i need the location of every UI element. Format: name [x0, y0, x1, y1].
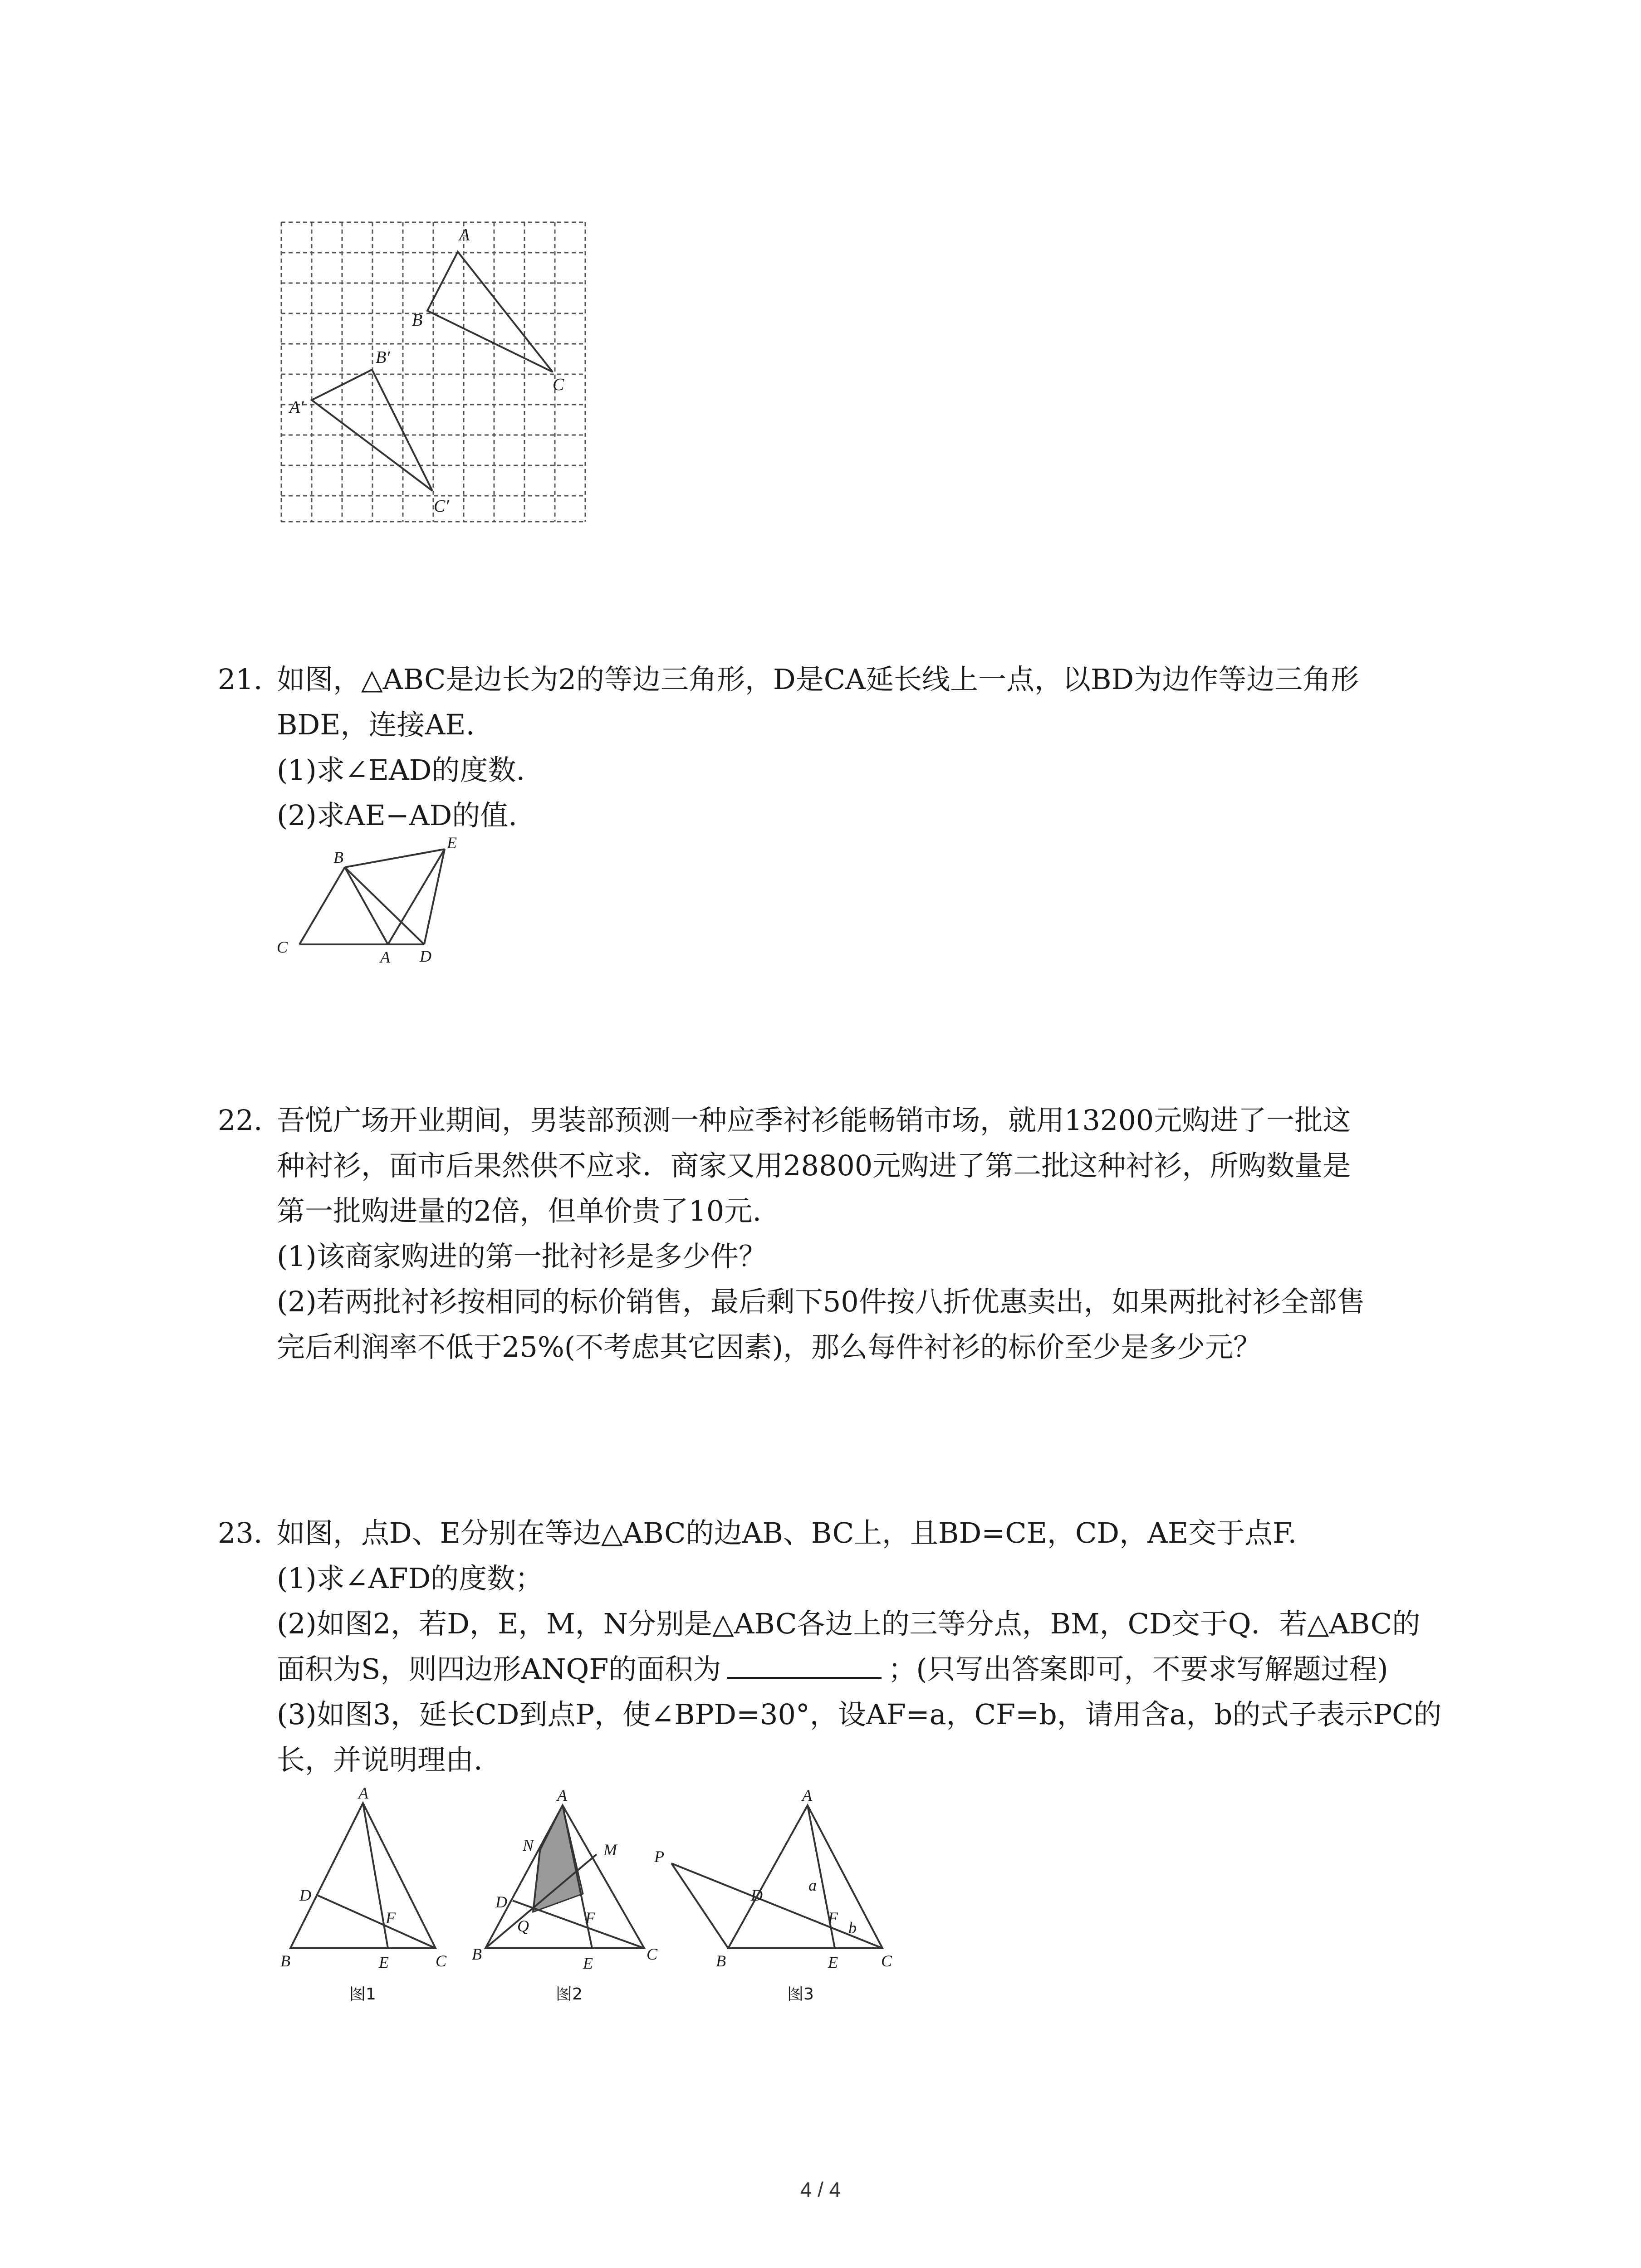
label-a: A	[557, 1786, 567, 1804]
label-n: N	[523, 1836, 534, 1854]
label-c: C	[436, 1952, 447, 1970]
label-a: A	[802, 1786, 812, 1804]
q23-figure-2	[467, 1787, 676, 2014]
label-b: B	[280, 1952, 290, 1970]
label-seg-b: b	[848, 1919, 857, 1937]
question-23	[218, 1510, 1470, 1792]
triangle-abc	[427, 252, 553, 372]
question-number: 23.	[218, 1516, 263, 1549]
q23-figure-1	[277, 1784, 458, 2014]
question-number: 21.	[218, 663, 263, 696]
question-text-line: (2)若两批衬衫按相同的标价销售，最后剩下50件按八折优惠卖出，如果两批衬衫全部售	[277, 1285, 1365, 1318]
label-e: E	[583, 1954, 593, 1972]
label-c-prime: C′	[434, 497, 449, 516]
q21-figure-svg	[272, 834, 481, 975]
grid-figure	[281, 222, 590, 522]
question-text-line: BDE，连接AE.	[277, 708, 475, 741]
question-text-line: (1)该商家购进的第一批衬衫是多少件？	[277, 1240, 767, 1273]
label-f: F	[386, 1909, 396, 1927]
figure-caption: 图1	[349, 1985, 376, 2004]
question-text-line: 完后利润率不低于25%(不考虑其它因素)，那么每件衬衫的标价至少是多少元？	[277, 1330, 1262, 1364]
page-number: 4 / 4	[800, 2178, 841, 2201]
question-text-line: 吾悦广场开业期间，男装部预测一种应季衬衫能畅销市场，就用13200元购进了一批这	[277, 1104, 1351, 1137]
label-b: B	[716, 1952, 726, 1970]
label-b: B	[472, 1945, 482, 1963]
question-text-fragment: 面积为S，则四边形ANQF的面积为	[277, 1652, 721, 1686]
label-c: C	[553, 375, 564, 394]
label-a: A	[459, 225, 470, 244]
label-f: F	[828, 1909, 838, 1927]
grid-figure-svg	[281, 222, 590, 522]
question-text-line: 长，并说明理由.	[277, 1743, 483, 1776]
label-b: B	[333, 848, 343, 866]
answer-blank[interactable]	[727, 1649, 882, 1679]
label-c: C	[277, 938, 288, 956]
question-text-line: (3)如图3，延长CD到点P，使∠BPD=30°，设AF=a，CF=b，请用含a，b的式子表示PC的	[277, 1698, 1442, 1731]
label-a: A	[358, 1784, 368, 1802]
question-text-line: (1)求∠AFD的度数；	[277, 1562, 544, 1595]
question-number: 22.	[218, 1104, 263, 1137]
question-22	[218, 1098, 1470, 1379]
q23-figure-2-svg	[467, 1787, 676, 2014]
label-e: E	[379, 1953, 389, 1971]
grid-lines	[281, 222, 585, 522]
label-a-prime: A′	[289, 398, 304, 417]
label-c: C	[647, 1945, 658, 1963]
q21-figure	[272, 834, 481, 975]
q23-figure-3	[649, 1787, 903, 2014]
question-text-line: (2)如图2，若D，E，M，N分别是△ABC各边上的三等分点，BM，CD交于Q．若△ABC的	[277, 1607, 1421, 1640]
label-e: E	[828, 1953, 838, 1971]
label-b-prime: B′	[376, 348, 390, 367]
label-d: D	[751, 1886, 763, 1904]
label-c: C	[881, 1952, 892, 1970]
label-a: A	[380, 948, 390, 966]
figure-caption: 图2	[556, 1985, 583, 2004]
question-text-fragment: ；(只写出答案即可，不要求写解题过程)	[888, 1652, 1388, 1686]
label-d: D	[495, 1893, 507, 1911]
q23-figure-3-svg	[649, 1787, 903, 2014]
q23-figure-1-svg	[277, 1784, 458, 2014]
label-q: Q	[517, 1917, 529, 1935]
question-21	[218, 657, 1470, 847]
question-text-line: 第一批购进量的2倍，但单价贵了10元.	[277, 1194, 762, 1227]
label-d: D	[420, 947, 431, 965]
question-text-line: 如图，点D、E分别在等边△ABC的边AB、BC上，且BD=CE，CD，AE交于点F.	[277, 1516, 1297, 1549]
question-text-line: 种衬衫，面市后果然供不应求．商家又用28800元购进了第二批这种衬衫，所购数量是	[277, 1149, 1351, 1182]
question-text-line: (1)求∠EAD的度数.	[277, 753, 525, 787]
question-text-line: (2)求AE−AD的值.	[277, 799, 517, 832]
shaded-region-anqf	[533, 1805, 583, 1912]
label-f: F	[585, 1909, 595, 1927]
question-text-line: 如图，△ABC是边长为2的等边三角形，D是CA延长线上一点，以BD为边作等边三角形	[277, 663, 1359, 696]
figure-caption: 图3	[787, 1985, 814, 2004]
label-d: D	[299, 1886, 311, 1904]
label-m: M	[603, 1841, 617, 1859]
label-e: E	[447, 834, 457, 852]
question-text-line	[277, 1647, 1388, 1692]
label-b: B	[412, 311, 423, 330]
label-seg-a: a	[808, 1876, 817, 1894]
label-p: P	[654, 1848, 664, 1866]
